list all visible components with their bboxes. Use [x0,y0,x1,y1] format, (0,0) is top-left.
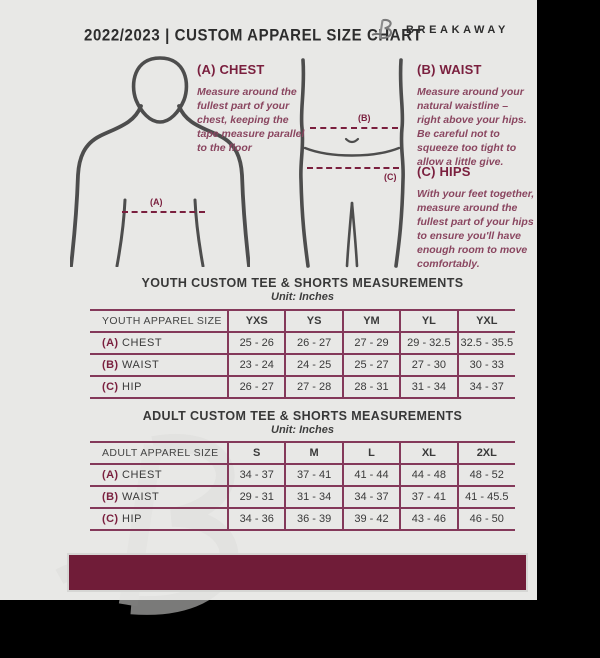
hips-measure-line [307,167,399,169]
size-cell: 44 - 48 [400,464,457,486]
size-cell: 29 - 31 [228,486,285,508]
hips-heading: (C) HIPS [417,164,471,179]
hips-guide-block [417,164,535,271]
chest-instructions: Measure around the fullest part of your chest, keeping the tape measure parallel to the floor [197,86,305,155]
breakaway-logo-icon [371,16,399,44]
table-row [90,486,515,508]
size-cell: 36 - 39 [285,508,342,530]
size-cell: 26 - 27 [228,376,285,398]
size-cell: 25 - 27 [343,354,400,376]
size-cell: 27 - 29 [343,332,400,354]
youth-table-unit: Unit: Inches [271,291,334,303]
row-label: (A) CHEST [102,469,163,481]
table-row [90,464,515,486]
size-cell: 30 - 33 [458,354,515,376]
row-label: (C) HIP [102,513,143,525]
brand-lockup [371,16,509,44]
header-cell: YXS [228,310,285,332]
hips-marker-label: (C) [384,172,397,182]
waist-marker-label: (B) [358,113,371,123]
table-header-row [90,310,515,332]
size-cell: 43 - 46 [400,508,457,530]
chest-guide-block [197,62,310,155]
row-prefix: (B) [102,491,119,503]
size-cell: 37 - 41 [400,486,457,508]
header-cell: YS [285,310,342,332]
size-cell: 34 - 36 [228,508,285,530]
table-row [90,354,515,376]
header-cell: YXL [458,310,515,332]
youth-size-table [90,309,515,399]
size-cell: 41 - 44 [343,464,400,486]
size-cell: 26 - 27 [285,332,342,354]
waist-instructions: Measure around your natural waistline – right above your hips. Be careful not to squeeze too tight to allow a little give. [417,86,527,169]
row-prefix: (B) [102,359,119,371]
size-cell: 31 - 34 [285,486,342,508]
table-row [90,508,515,530]
page-title: 2022/2023 | CUSTOM APPAREL SIZE CHART [84,26,423,46]
header-cell: S [228,442,285,464]
size-cell: 34 - 37 [228,464,285,486]
row-prefix: (C) [102,381,119,393]
chest-measure-line [122,211,205,213]
chest-marker-label: (A) [150,197,163,207]
youth-table-title: YOUTH CUSTOM TEE & SHORTS MEASUREMENTS [141,276,464,290]
footer-accent-bar [67,553,528,592]
waist-guide-block [417,62,530,169]
lower-body-figure [295,55,410,270]
size-cell: 28 - 31 [343,376,400,398]
size-cell: 39 - 42 [343,508,400,530]
row-prefix: (C) [102,513,119,525]
size-cell: 25 - 26 [228,332,285,354]
chest-heading: (A) CHEST [197,62,265,77]
header-cell: YM [343,310,400,332]
size-cell: 27 - 30 [400,354,457,376]
size-cell: 27 - 28 [285,376,342,398]
adult-table-unit: Unit: Inches [271,424,334,436]
brand-name: BREAKAWAY [406,24,509,36]
row-prefix: (A) [102,469,119,481]
waist-measure-line [310,127,398,129]
row-prefix: (A) [102,337,119,349]
header-cell: L [343,442,400,464]
row-label: (B) WAIST [102,491,160,503]
row-label: (C) HIP [102,381,143,393]
size-cell: 29 - 32.5 [400,332,457,354]
size-cell: 34 - 37 [343,486,400,508]
adult-table-title: ADULT CUSTOM TEE & SHORTS MEASUREMENTS [142,409,463,423]
row-label: (B) WAIST [102,359,160,371]
hips-instructions: With your feet together, measure around the fullest part of your hips to ensure you'll have enough room to move comfortably. [417,188,535,271]
table-row [90,376,515,398]
size-cell: 31 - 34 [400,376,457,398]
header-cell: YOUTH APPAREL SIZE [102,315,222,327]
size-cell: 23 - 24 [228,354,285,376]
table-header-row [90,442,515,464]
header-cell: M [285,442,342,464]
size-cell: 46 - 50 [458,508,515,530]
header-cell: YL [400,310,457,332]
row-label: (A) CHEST [102,337,163,349]
size-cell: 34 - 37 [458,376,515,398]
waist-heading: (B) WAIST [417,62,482,77]
table-row [90,332,515,354]
size-cell: 48 - 52 [458,464,515,486]
header-cell: 2XL [458,442,515,464]
adult-size-table [90,441,515,531]
header-cell: ADULT APPAREL SIZE [102,447,219,459]
size-cell: 41 - 45.5 [458,486,515,508]
size-cell: 37 - 41 [285,464,342,486]
size-cell: 24 - 25 [285,354,342,376]
header-cell: XL [400,442,457,464]
size-cell: 32.5 - 35.5 [458,332,515,354]
